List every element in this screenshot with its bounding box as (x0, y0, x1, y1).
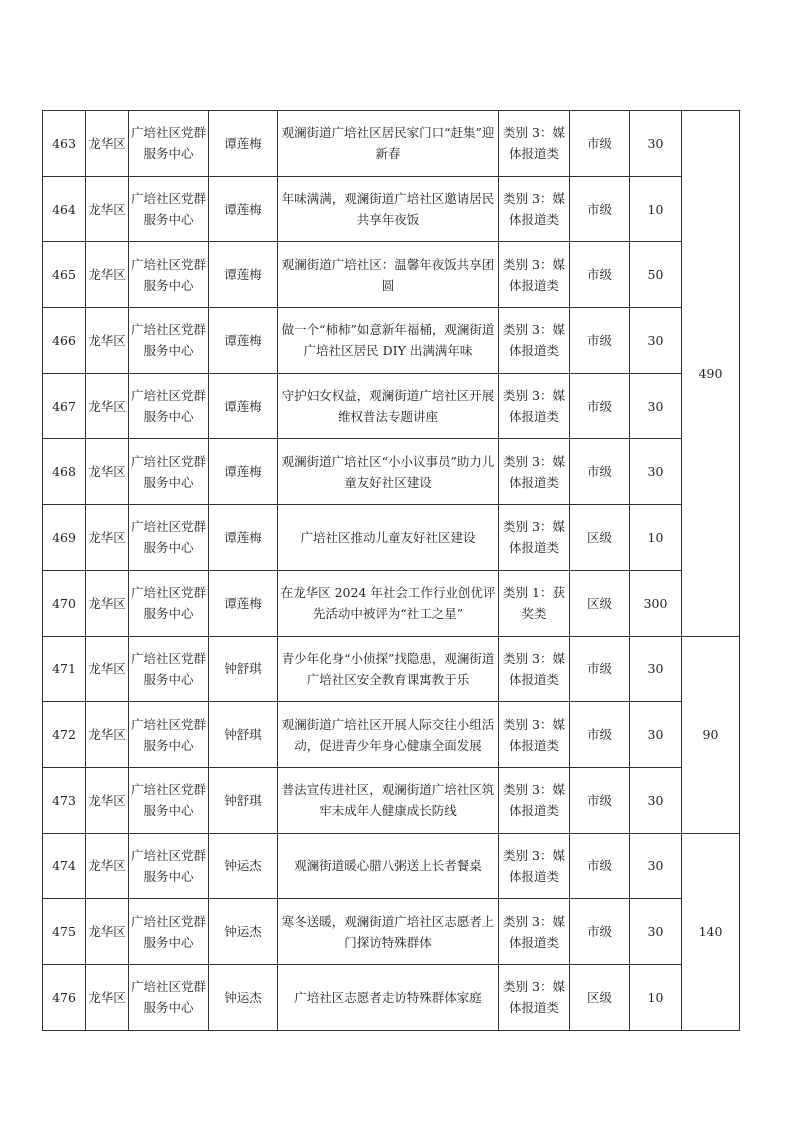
person-cell: 钟舒琪 (209, 767, 278, 833)
score-cell: 30 (630, 899, 682, 965)
table-row (43, 505, 740, 571)
organization-cell: 广培社区党群服务中心 (129, 899, 209, 965)
row-number: 463 (43, 111, 86, 177)
level-cell: 市级 (570, 833, 630, 899)
title-cell: 青少年化身“小侦探”找隐患，观澜街道广培社区安全教育课寓教于乐 (278, 636, 499, 702)
organization-cell: 广培社区党群服务中心 (129, 505, 209, 571)
score-cell: 30 (630, 636, 682, 702)
score-cell: 30 (630, 702, 682, 768)
row-number: 465 (43, 242, 86, 308)
person-cell: 谭莲梅 (209, 505, 278, 571)
category-cell: 类别 3：媒体报道类 (499, 176, 570, 242)
level-cell: 市级 (570, 111, 630, 177)
organization-cell: 广培社区党群服务中心 (129, 964, 209, 1030)
table-row (43, 833, 740, 899)
category-cell: 类别 3：媒体报道类 (499, 702, 570, 768)
level-cell: 市级 (570, 176, 630, 242)
score-cell: 30 (630, 111, 682, 177)
organization-cell: 广培社区党群服务中心 (129, 242, 209, 308)
organization-cell: 广培社区党群服务中心 (129, 111, 209, 177)
category-cell: 类别 1：获奖类 (499, 570, 570, 636)
row-number: 469 (43, 505, 86, 571)
score-cell: 30 (630, 833, 682, 899)
organization-cell: 广培社区党群服务中心 (129, 176, 209, 242)
person-cell: 谭莲梅 (209, 373, 278, 439)
district-cell: 龙华区 (86, 439, 129, 505)
district-cell: 龙华区 (86, 111, 129, 177)
row-number: 466 (43, 308, 86, 374)
category-cell: 类别 3：媒体报道类 (499, 964, 570, 1030)
table-row (43, 111, 740, 177)
table-row (43, 570, 740, 636)
district-cell: 龙华区 (86, 570, 129, 636)
organization-cell: 广培社区党群服务中心 (129, 636, 209, 702)
title-cell: 年味满满，观澜街道广培社区邀请居民共享年夜饭 (278, 176, 499, 242)
table-row (43, 176, 740, 242)
district-cell: 龙华区 (86, 373, 129, 439)
category-cell: 类别 3：媒体报道类 (499, 833, 570, 899)
table-row (43, 964, 740, 1030)
score-cell: 30 (630, 373, 682, 439)
title-cell: 观澜街道广培社区开展人际交往小组活动，促进青少年身心健康全面发展 (278, 702, 499, 768)
category-cell: 类别 3：媒体报道类 (499, 373, 570, 439)
person-cell: 谭莲梅 (209, 111, 278, 177)
level-cell: 区级 (570, 570, 630, 636)
score-cell: 10 (630, 176, 682, 242)
level-cell: 市级 (570, 636, 630, 702)
row-number: 475 (43, 899, 86, 965)
table-row (43, 373, 740, 439)
level-cell: 市级 (570, 308, 630, 374)
person-cell: 钟舒琪 (209, 636, 278, 702)
row-number: 471 (43, 636, 86, 702)
organization-cell: 广培社区党群服务中心 (129, 767, 209, 833)
category-cell: 类别 3：媒体报道类 (499, 636, 570, 702)
table-row (43, 702, 740, 768)
category-cell: 类别 3：媒体报道类 (499, 111, 570, 177)
category-cell: 类别 3：媒体报道类 (499, 439, 570, 505)
group-total-cell: 490 (682, 111, 740, 637)
level-cell: 市级 (570, 767, 630, 833)
row-number: 470 (43, 570, 86, 636)
title-cell: 做一个“柿柿”如意新年福桶，观澜街道广培社区居民 DIY 出满满年味 (278, 308, 499, 374)
person-cell: 钟运杰 (209, 964, 278, 1030)
row-number: 468 (43, 439, 86, 505)
district-cell: 龙华区 (86, 176, 129, 242)
level-cell: 区级 (570, 505, 630, 571)
district-cell: 龙华区 (86, 505, 129, 571)
row-number: 473 (43, 767, 86, 833)
district-cell: 龙华区 (86, 308, 129, 374)
organization-cell: 广培社区党群服务中心 (129, 833, 209, 899)
district-cell: 龙华区 (86, 899, 129, 965)
person-cell: 谭莲梅 (209, 242, 278, 308)
score-cell: 300 (630, 570, 682, 636)
title-cell: 观澜街道广培社区“小小议事员”助力儿童友好社区建设 (278, 439, 499, 505)
category-cell: 类别 3：媒体报道类 (499, 308, 570, 374)
score-cell: 10 (630, 964, 682, 1030)
score-cell: 30 (630, 308, 682, 374)
category-cell: 类别 3：媒体报道类 (499, 242, 570, 308)
table-row (43, 767, 740, 833)
group-total-cell: 140 (682, 833, 740, 1030)
district-cell: 龙华区 (86, 702, 129, 768)
records-table (42, 110, 740, 1031)
row-number: 464 (43, 176, 86, 242)
table-row (43, 308, 740, 374)
table-row (43, 636, 740, 702)
row-number: 467 (43, 373, 86, 439)
category-cell: 类别 3：媒体报道类 (499, 505, 570, 571)
score-cell: 10 (630, 505, 682, 571)
person-cell: 钟舒琪 (209, 702, 278, 768)
category-cell: 类别 3：媒体报道类 (499, 767, 570, 833)
person-cell: 谭莲梅 (209, 176, 278, 242)
title-cell: 普法宣传进社区，观澜街道广培社区筑牢未成年人健康成长防线 (278, 767, 499, 833)
person-cell: 谭莲梅 (209, 439, 278, 505)
title-cell: 寒冬送暖，观澜街道广培社区志愿者上门探访特殊群体 (278, 899, 499, 965)
organization-cell: 广培社区党群服务中心 (129, 570, 209, 636)
organization-cell: 广培社区党群服务中心 (129, 373, 209, 439)
level-cell: 市级 (570, 242, 630, 308)
level-cell: 区级 (570, 964, 630, 1030)
score-cell: 50 (630, 242, 682, 308)
score-cell: 30 (630, 439, 682, 505)
level-cell: 市级 (570, 439, 630, 505)
title-cell: 广培社区推动儿童友好社区建设 (278, 505, 499, 571)
title-cell: 广培社区志愿者走访特殊群体家庭 (278, 964, 499, 1030)
table-row (43, 899, 740, 965)
title-cell: 观澜街道广培社区居民家门口“赶集”迎新春 (278, 111, 499, 177)
level-cell: 市级 (570, 899, 630, 965)
district-cell: 龙华区 (86, 242, 129, 308)
title-cell: 在龙华区 2024 年社会工作行业创优评先活动中被评为“社工之星” (278, 570, 499, 636)
organization-cell: 广培社区党群服务中心 (129, 308, 209, 374)
title-cell: 观澜街道暖心腊八粥送上长者餐桌 (278, 833, 499, 899)
category-cell: 类别 3：媒体报道类 (499, 899, 570, 965)
row-number: 476 (43, 964, 86, 1030)
person-cell: 钟运杰 (209, 833, 278, 899)
row-number: 474 (43, 833, 86, 899)
district-cell: 龙华区 (86, 767, 129, 833)
organization-cell: 广培社区党群服务中心 (129, 439, 209, 505)
score-cell: 30 (630, 767, 682, 833)
level-cell: 市级 (570, 702, 630, 768)
organization-cell: 广培社区党群服务中心 (129, 702, 209, 768)
district-cell: 龙华区 (86, 833, 129, 899)
district-cell: 龙华区 (86, 964, 129, 1030)
district-cell: 龙华区 (86, 636, 129, 702)
table-row (43, 242, 740, 308)
table-row (43, 439, 740, 505)
group-total-cell: 90 (682, 636, 740, 833)
person-cell: 谭莲梅 (209, 570, 278, 636)
title-cell: 守护妇女权益，观澜街道广培社区开展维权普法专题讲座 (278, 373, 499, 439)
title-cell: 观澜街道广培社区：温馨年夜饭共享团圆 (278, 242, 499, 308)
level-cell: 市级 (570, 373, 630, 439)
row-number: 472 (43, 702, 86, 768)
person-cell: 钟运杰 (209, 899, 278, 965)
person-cell: 谭莲梅 (209, 308, 278, 374)
